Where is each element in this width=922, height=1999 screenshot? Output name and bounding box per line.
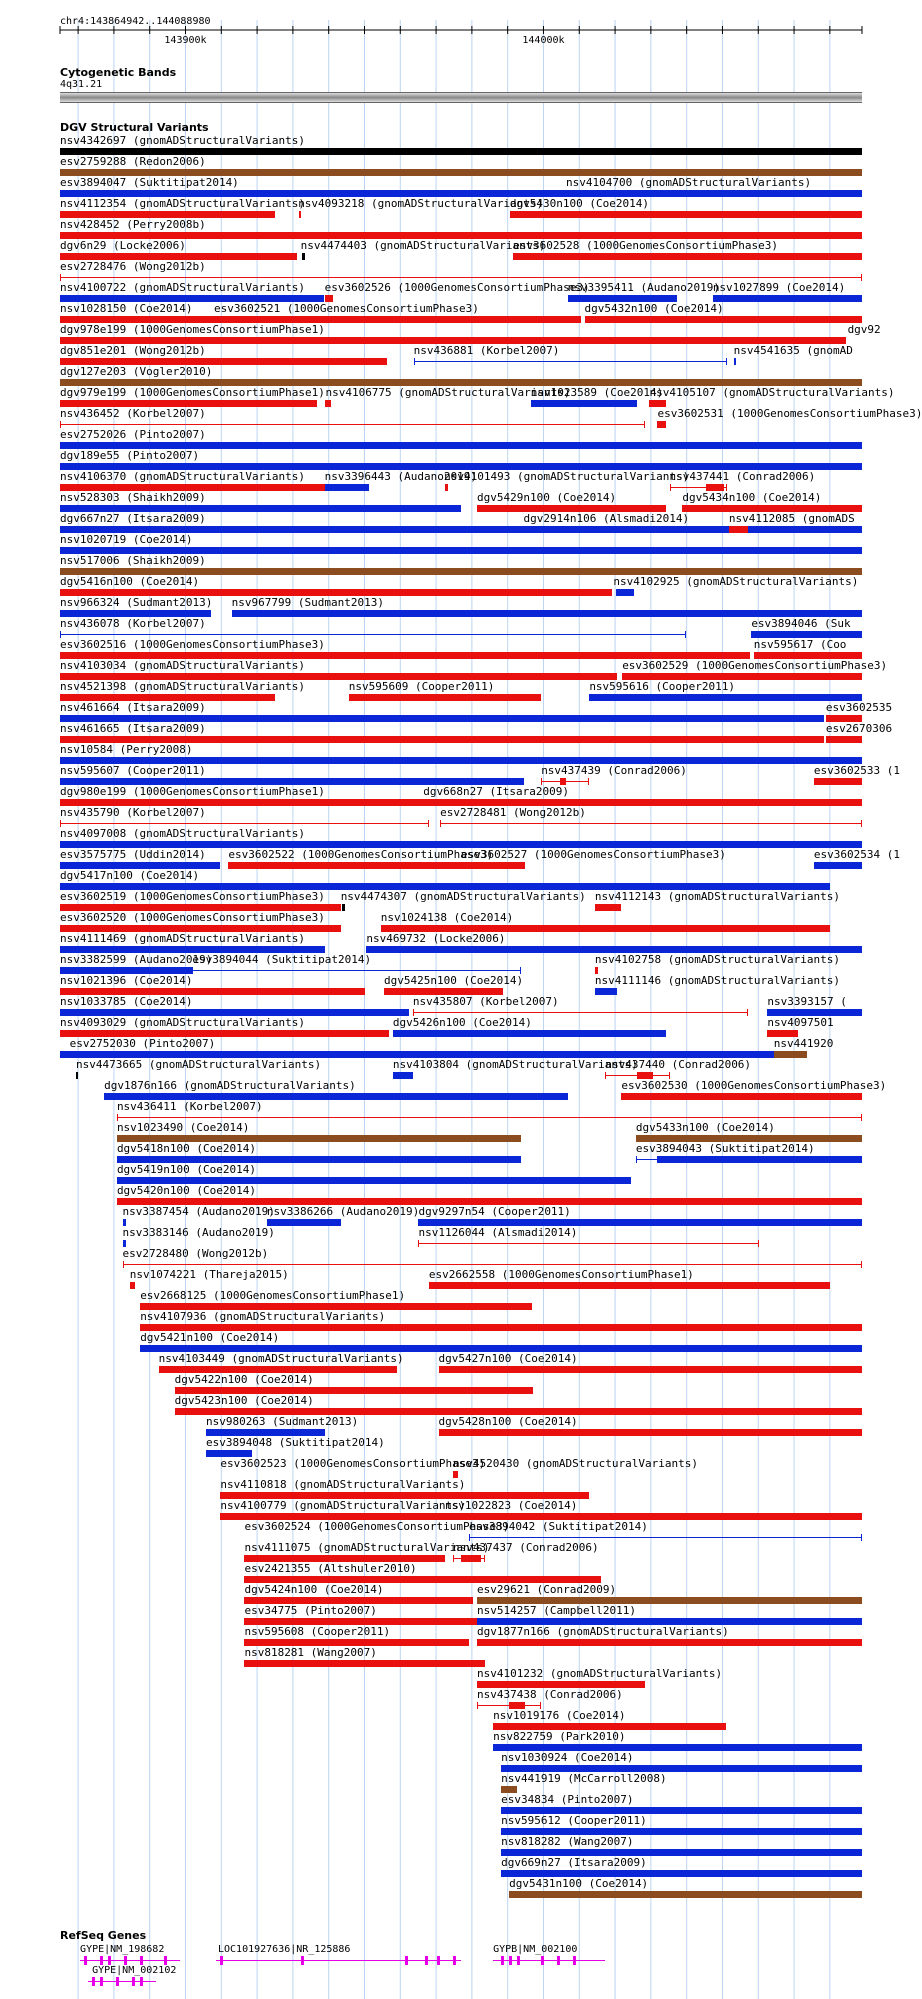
variant-label[interactable]: nsv595616 (Cooper2011) (589, 680, 736, 693)
variant-label[interactable]: nsv980263 (Sudmant2013) (205, 1415, 359, 1428)
gene-exon (164, 1956, 167, 1965)
variant-label[interactable]: esv2728476 (Wong2012b) (60, 260, 206, 273)
variant-label[interactable]: dgv9297n54 (Cooper2011) (418, 1205, 571, 1218)
gene-exon (453, 1956, 456, 1965)
variant-label[interactable]: dgv189e55 (Pinto2007) (60, 449, 200, 462)
variant-label[interactable]: dgv667n27 (Itsara2009) (60, 512, 206, 525)
variant-label[interactable]: esv2670306 (825, 722, 893, 735)
variant-label[interactable]: nsv4106775 (gnomADStructuralVariants) (325, 386, 571, 399)
variant-label[interactable]: nsv4104700 (gnomADStructuralVariants) (566, 176, 812, 189)
variant-label[interactable]: dgv5418n100 (Coe2014) (116, 1142, 257, 1155)
variant-label[interactable]: dgv5429n100 (Coe2014) (477, 491, 617, 504)
variant-label[interactable]: dgv669n27 (Itsara2009) (501, 1856, 647, 1869)
variant-label[interactable]: esv3602527 (1000GenomesConsortiumPhase3) (461, 848, 726, 861)
variant-label[interactable]: esv2752030 (Pinto2007) (69, 1037, 216, 1050)
gene-exon (140, 1977, 143, 1986)
gene-intron-line[interactable] (88, 1981, 156, 1982)
variant-label[interactable]: esv3602522 (1000GenomesConsortiumPhase3) (228, 848, 494, 861)
gene-exon (517, 1956, 520, 1965)
variant-label[interactable]: dgv5427n100 (Coe2014) (438, 1352, 578, 1365)
variant-label[interactable]: dgv5420n100 (Coe2014) (116, 1184, 257, 1197)
variant-label[interactable]: esv3602516 (1000GenomesConsortiumPhase3) (60, 638, 325, 651)
variant-label[interactable]: nsv437441 (Conrad2006) (669, 470, 816, 483)
variant-label[interactable]: dgv851e201 (Wong2012b) (60, 344, 206, 357)
variant-label[interactable]: nsv4101493 (gnomADStructuralVariants) (444, 470, 690, 483)
variant-label[interactable]: dgv5434n100 (Coe2014) (682, 491, 822, 504)
gene-exon (501, 1956, 504, 1965)
variant-label[interactable]: nsv1021396 (Coe2014) (60, 974, 193, 987)
variant-label[interactable]: esv3894042 (Suktitipat2014) (469, 1520, 648, 1533)
variant-label[interactable]: nsv595607 (Cooper2011) (60, 764, 206, 777)
gene-exon (437, 1956, 440, 1965)
variant-label[interactable]: dgv5432n100 (Coe2014) (584, 302, 724, 315)
variant-label[interactable]: esv34775 (Pinto2007) (244, 1604, 377, 1617)
variant-label[interactable]: esv2728480 (Wong2012b) (122, 1247, 269, 1260)
variant-label[interactable]: nsv435807 (Korbel2007) (412, 995, 559, 1008)
variant-label[interactable]: nsv4110818 (gnomADStructuralVariants) (220, 1478, 466, 1491)
cytoband-label: 4q31.21 (60, 79, 103, 90)
variant-label[interactable]: nsv4105107 (gnomADStructuralVariants) (649, 386, 895, 399)
variant-label[interactable]: nsv437437 (Conrad2006) (452, 1541, 599, 1554)
variant-label[interactable]: nsv1020719 (Coe2014) (60, 533, 193, 546)
variant-label[interactable]: dgv127e203 (Vogler2010) (60, 365, 213, 378)
track-title-cytobands: Cytogenetic Bands (60, 66, 177, 79)
variant-label[interactable]: nsv4521398 (gnomADStructuralVariants) (60, 680, 306, 693)
variant-label[interactable]: nsv4474403 (gnomADStructuralVariants) (300, 239, 546, 252)
variant-label[interactable]: nsv1019176 (Coe2014) (493, 1709, 626, 1722)
variant-label[interactable]: nsv4102925 (gnomADStructuralVariants) (613, 575, 859, 588)
variant-label[interactable]: nsv4106370 (gnomADStructuralVariants) (60, 470, 306, 483)
variant-label[interactable]: nsv436411 (Korbel2007) (116, 1100, 263, 1113)
variant-label[interactable]: esv3602528 (1000GenomesConsortiumPhase3) (513, 239, 779, 252)
variant-label[interactable]: nsv4342697 (gnomADStructuralVariants) (60, 134, 306, 147)
variant-label[interactable]: nsv461664 (Itsara2009) (60, 701, 206, 714)
variant-label[interactable]: nsv441919 (McCarroll2008) (501, 1772, 667, 1785)
variant-label[interactable]: nsv435790 (Korbel2007) (60, 806, 206, 819)
variant-label[interactable]: esv2752026 (Pinto2007) (60, 428, 206, 441)
variant-label[interactable]: esv3894046 (Suk (751, 617, 851, 630)
variant-label[interactable]: esv3602526 (1000GenomesConsortiumPhase3) (324, 281, 590, 294)
variant-label[interactable]: dgv5433n100 (Coe2014) (635, 1121, 775, 1134)
variant-label[interactable]: nsv1023490 (Coe2014) (116, 1121, 250, 1134)
variant-label[interactable]: esv3602521 (1000GenomesConsortiumPhase3) (213, 302, 479, 315)
variant-label[interactable]: nsv3395411 (Audano2019) (567, 281, 720, 294)
variant-label[interactable]: nsv1023589 (Coe2014) (530, 386, 664, 399)
variant-label[interactable]: dgv6n29 (Locke2006) (60, 239, 186, 252)
variant-label[interactable]: nsv595617 (Coo (753, 638, 847, 651)
variant-label[interactable]: esv3894043 (Suktitipat2014) (635, 1142, 815, 1155)
variant-label[interactable]: esv3602533 (1 (813, 764, 900, 777)
variant-label[interactable]: nsv1033785 (Coe2014) (60, 995, 193, 1008)
variant-label[interactable]: dgv2914n106 (Alsmadi2014) (523, 512, 690, 525)
variant-label[interactable]: dgv5416n100 (Coe2014) (60, 575, 200, 588)
variant-label[interactable]: nsv436881 (Korbel2007) (413, 344, 560, 357)
gene-exon (405, 1956, 408, 1965)
variant-label[interactable]: nsv4111469 (gnomADStructuralVariants) (60, 932, 306, 945)
variant-label[interactable]: nsv1024138 (Coe2014) (380, 911, 514, 924)
variant-label[interactable]: dgv5428n100 (Coe2014) (438, 1415, 578, 1428)
variant-label[interactable]: esv2662558 (1000GenomesConsortiumPhase1) (428, 1268, 694, 1281)
variant-label[interactable]: nsv3396443 (Audano2019) (324, 470, 477, 483)
variant-label[interactable]: nsv528303 (Shaikh2009) (60, 491, 206, 504)
variant-label[interactable]: nsv436078 (Korbel2007) (60, 617, 206, 630)
variant-label[interactable]: nsv3387454 (Audano2019) (122, 1205, 275, 1218)
variant-label[interactable]: dgv92 (847, 323, 881, 336)
variant-label[interactable]: nsv4520430 (gnomADStructuralVariants) (452, 1457, 699, 1470)
gene-exon (140, 1956, 143, 1965)
variant-label[interactable]: dgv5423n100 (Coe2014) (174, 1394, 314, 1407)
variant-label[interactable]: nsv822759 (Park2010) (493, 1730, 626, 1743)
variant-label[interactable]: esv34834 (Pinto2007) (501, 1793, 634, 1806)
ruler-tick-label: 144000k (522, 35, 565, 46)
variant-label[interactable]: nsv4103449 (gnomADStructuralVariants) (158, 1352, 404, 1365)
variant-label[interactable]: dgv979e199 (1000GenomesConsortiumPhase1) (60, 386, 325, 399)
gene-exon (220, 1956, 223, 1965)
variant-label[interactable]: nsv1030924 (Coe2014) (501, 1751, 634, 1764)
variant-label[interactable]: nsv4473665 (gnomADStructuralVariants) (76, 1058, 322, 1071)
gene-exon (108, 1956, 111, 1965)
variant-label[interactable]: nsv441920 (773, 1037, 834, 1050)
variant-label[interactable]: nsv4097501 (767, 1016, 834, 1029)
variant-label[interactable]: nsv3386266 (Audano2019) (266, 1205, 420, 1218)
variant-label[interactable]: nsv4093029 (gnomADStructuralVariants) (60, 1016, 306, 1029)
variant-label[interactable]: esv2668125 (1000GenomesConsortiumPhase1) (140, 1289, 406, 1302)
variant-label[interactable]: nsv818282 (Wang2007) (501, 1835, 634, 1848)
variant-label[interactable]: nsv4101232 (gnomADStructuralVariants) (477, 1667, 723, 1680)
variant-label[interactable]: esv3894044 (Suktitipat2014) (192, 953, 372, 966)
variant-label[interactable]: nsv3382599 (Audano2019) (60, 953, 213, 966)
variant-label[interactable]: nsv4100779 (gnomADStructuralVariants) (220, 1499, 466, 1512)
variant-label[interactable]: nsv1074221 (Thareja2015) (129, 1268, 289, 1281)
variant-label[interactable]: nsv3383146 (Audano2019) (122, 1226, 275, 1239)
variant-label[interactable]: dgv668n27 (Itsara2009) (423, 785, 569, 798)
variant-label[interactable]: esv2421355 (Altshuler2010) (244, 1562, 417, 1575)
variant-label[interactable]: nsv10584 (Perry2008) (60, 743, 193, 756)
variant-label[interactable]: nsv4102758 (gnomADStructuralVariants) (594, 953, 840, 966)
variant-label[interactable]: nsv966324 (Sudmant2013) (60, 596, 213, 609)
variant-label[interactable]: nsv514257 (Campbell2011) (477, 1604, 636, 1617)
gene-exon (92, 1977, 95, 1986)
gene-exon (573, 1956, 576, 1965)
variant-label[interactable]: nsv4103804 (gnomADStructuralVariants) (392, 1058, 638, 1071)
variant-label[interactable]: nsv1028150 (Coe2014) (60, 302, 193, 315)
region-label: chr4:143864942..144088980 (60, 16, 211, 27)
variant-label[interactable]: dgv980e199 (1000GenomesConsortiumPhase1) (60, 785, 325, 798)
variant-label[interactable]: nsv4112085 (gnomADS (728, 512, 855, 525)
gene-label[interactable]: GYPE|NM_198682 (80, 1944, 165, 1955)
track-title-dgv: DGV Structural Variants (60, 121, 209, 134)
variant-label[interactable]: nsv818281 (Wang2007) (244, 1646, 377, 1659)
variant-label[interactable]: nsv1027899 (Coe2014) (712, 281, 846, 294)
variant-label[interactable]: nsv517006 (Shaikh2009) (60, 554, 206, 567)
gene-label[interactable]: GYPE|NM_002102 (92, 1965, 177, 1976)
variant-label[interactable]: nsv428452 (Perry2008b) (60, 218, 206, 231)
variant-label[interactable]: nsv1126044 (Alsmadi2014) (418, 1226, 578, 1239)
variant-label[interactable]: dgv5424n100 (Coe2014) (244, 1583, 384, 1596)
variant-label[interactable]: esv3602535 (825, 701, 893, 714)
variant-label[interactable]: nsv437440 (Conrad2006) (605, 1058, 752, 1071)
variant-label[interactable]: nsv967799 (Sudmant2013) (231, 596, 384, 609)
variant-label[interactable]: dgv5430n100 (Coe2014) (509, 197, 649, 210)
track-title-refseq: RefSeq Genes (60, 1929, 147, 1942)
variant-label[interactable]: nsv4097008 (gnomADStructuralVariants) (60, 827, 306, 840)
variant-label[interactable]: esv3894048 (Suktitipat2014) (205, 1436, 385, 1449)
variant-label[interactable]: nsv4474307 (gnomADStructuralVariants) (340, 890, 586, 903)
gene-exon (100, 1956, 103, 1965)
variant-label[interactable]: nsv4103034 (gnomADStructuralVariants) (60, 659, 306, 672)
variant-label[interactable]: esv29621 (Conrad2009) (477, 1583, 617, 1596)
variant-label[interactable]: esv3575775 (Uddin2014) (60, 848, 206, 861)
variant-label[interactable]: esv3602520 (1000GenomesConsortiumPhase3) (60, 911, 325, 924)
gene-exon (124, 1956, 127, 1965)
gene-exon (541, 1956, 544, 1965)
gene-exon (301, 1956, 304, 1965)
variant-label[interactable]: dgv5417n100 (Coe2014) (60, 869, 200, 882)
variant-label[interactable]: esv3602529 (1000GenomesConsortiumPhase3) (622, 659, 888, 672)
variant-label[interactable]: esv3602531 (1000GenomesConsortiumPhase3) (657, 407, 922, 420)
variant-label[interactable]: dgv978e199 (1000GenomesConsortiumPhase1) (60, 323, 325, 336)
variant-label[interactable]: nsv595612 (Cooper2011) (501, 1814, 647, 1827)
variant-label[interactable]: dgv5419n100 (Coe2014) (116, 1163, 257, 1176)
gene-exon (100, 1977, 103, 1986)
variant-label[interactable]: esv3602530 (1000GenomesConsortiumPhase3) (621, 1079, 887, 1092)
variant-label[interactable]: nsv469732 (Locke2006) (366, 932, 506, 945)
ruler-tick-label: 143900k (164, 35, 207, 46)
variant-label[interactable]: esv2759288 (Redon2006) (60, 155, 206, 168)
gene-exon (132, 1977, 135, 1986)
variant-label[interactable]: nsv4111075 (gnomADStructuralVariants) (244, 1541, 490, 1554)
variant-label[interactable]: esv3602534 (1 (813, 848, 900, 861)
variant-label[interactable]: dgv5426n100 (Coe2014) (392, 1016, 532, 1029)
variant-label[interactable]: nsv595608 (Cooper2011) (244, 1625, 391, 1638)
variant-label[interactable]: nsv4112143 (gnomADStructuralVariants) (594, 890, 840, 903)
variant-label[interactable]: nsv4112354 (gnomADStructuralVariants) (60, 197, 306, 210)
variant-label[interactable]: dgv1876n166 (gnomADStructuralVariants) (104, 1079, 356, 1092)
variant-label[interactable]: nsv3393157 ( (767, 995, 847, 1008)
variant-label[interactable]: nsv1022823 (Coe2014) (444, 1499, 578, 1512)
gene-label[interactable]: GYPB|NM_002100 (493, 1944, 578, 1955)
variant-label[interactable]: dgv1877n166 (gnomADStructuralVariants) (477, 1625, 729, 1638)
variant-label[interactable]: esv3602519 (1000GenomesConsortiumPhase3) (60, 890, 325, 903)
gene-exon (84, 1956, 87, 1965)
variant-label[interactable]: esv3602523 (1000GenomesConsortiumPhase3) (220, 1457, 486, 1470)
gene-exon (116, 1977, 119, 1986)
variant-label[interactable]: nsv437438 (Conrad2006) (477, 1688, 623, 1701)
variant-label[interactable]: nsv4111146 (gnomADStructuralVariants) (594, 974, 840, 987)
variant-label[interactable]: nsv461665 (Itsara2009) (60, 722, 206, 735)
gene-exon (425, 1956, 428, 1965)
variant-label[interactable]: esv3602524 (1000GenomesConsortiumPhase3) (244, 1520, 510, 1533)
variant-label[interactable]: dgv5421n100 (Coe2014) (140, 1331, 280, 1344)
variant-label[interactable]: nsv436452 (Korbel2007) (60, 407, 206, 420)
variant-label[interactable]: nsv4093218 (gnomADStructuralVariants) (298, 197, 544, 210)
gene-label[interactable]: LOC101927636|NR_125886 (217, 1944, 351, 1955)
variant-label[interactable]: esv2728481 (Wong2012b) (440, 806, 586, 819)
variant-label[interactable]: dgv5425n100 (Coe2014) (384, 974, 524, 987)
variant-label[interactable]: esv3894047 (Suktitipat2014) (60, 176, 239, 189)
variant-label[interactable]: nsv4100722 (gnomADStructuralVariants) (60, 281, 306, 294)
variant-label[interactable]: dgv5422n100 (Coe2014) (174, 1373, 314, 1386)
variant-label[interactable]: nsv4541635 (gnomAD (733, 344, 853, 357)
variant-label[interactable]: nsv4107936 (gnomADStructuralVariants) (140, 1310, 386, 1323)
gene-exon (509, 1956, 512, 1965)
gene-exon (557, 1956, 560, 1965)
variant-label[interactable]: nsv437439 (Conrad2006) (541, 764, 687, 777)
variant-label[interactable]: dgv5431n100 (Coe2014) (509, 1877, 649, 1890)
variant-label[interactable]: nsv595609 (Cooper2011) (348, 680, 495, 693)
